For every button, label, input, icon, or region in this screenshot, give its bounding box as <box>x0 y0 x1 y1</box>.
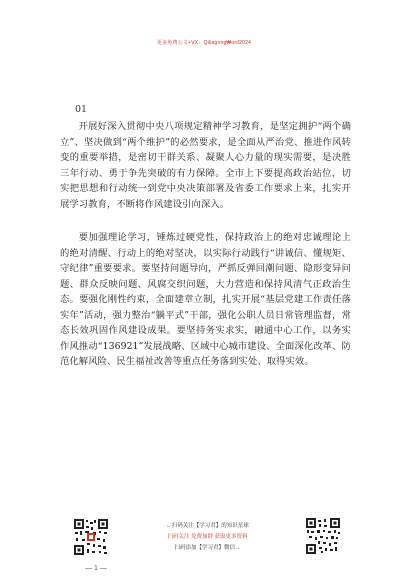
promo-line-3: 扫码添加【学习君】微信→ <box>174 545 241 551</box>
qr-code-left-icon[interactable] <box>73 518 109 556</box>
header-contact-text: 更多免费公文+VX：Qiliagong₩ord2024 <box>156 40 252 46</box>
promo-line-2: 扫码关注 免费加群 获取更多资料 <box>167 534 248 540</box>
promo-text <box>120 521 295 554</box>
paragraph-1: 开展好深入贯彻中央八项规定精神学习教育，是坚定拥护“两个确立”、坚决做到“两个维护”的必然要求，是全面从严治党、推进作风转变的重要举措，是密切干群关系、凝聚人心力量的现实需要，是决胜三年行动、勇于争先突破的有力保障。全市上下要提高政治站位，切实把思想和行动统一到党中央决策部署及省委工作要求上来，扎实开展学习教育，不断将作风建设引向深入。 <box>60 121 351 210</box>
paragraph-2: 要加强理论学习，锤炼过硬党性，保持政治上的绝对忠诚理论上的绝对清醒、行动上的绝对坚决，以实际行动践行“讲诚信、懂规矩、守纪律”重要要求。要坚持问题导向，严抓反弹回潮问题、隐形变异问题、群众反映问题、风腐交织问题，大力营造和保持风清气正政治生态。要强化刚性约束，全面建章立制，扎实开展“基层党建工作责任落实年”活动，强力整治“躺平式”干部，强化公职人员日常管理监督，常态长效巩固作风建设成果。要坚持务实求实，融通中心工作，以务实作风推动“136921”发展战略、区域中心城市建设、全面深化改革、防范化解风险、民生福祉改善等重点任务落到实处、取得实效。 <box>60 232 351 367</box>
page-number: — 1 — <box>85 565 107 572</box>
qr-code-right-icon[interactable] <box>305 517 341 555</box>
footer <box>0 518 408 580</box>
section-number: 01 <box>75 104 88 115</box>
promo-line-1: ←扫码关注【学习君】的知识星球 <box>166 523 249 529</box>
